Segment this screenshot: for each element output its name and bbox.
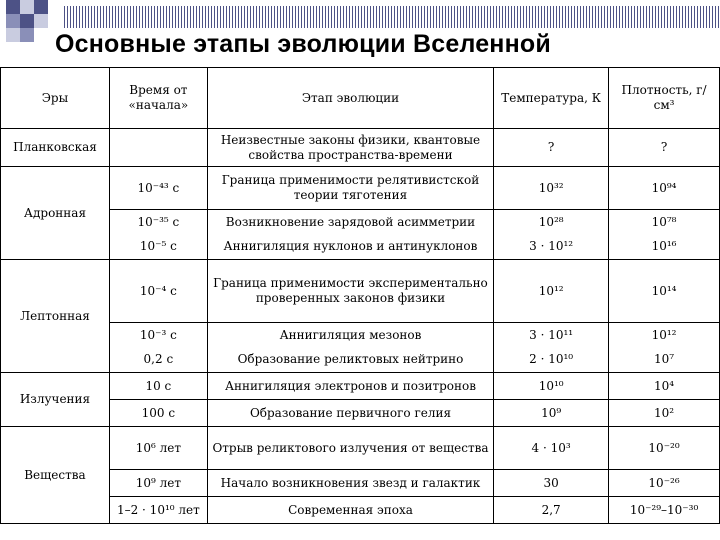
density-cell: 10¹⁶ <box>609 235 720 260</box>
era-cell: Лептонная <box>1 260 110 373</box>
time-cell <box>109 129 207 167</box>
decor-square <box>20 14 34 28</box>
stage-cell: Аннигиляция нуклонов и антинуклонов <box>207 235 493 260</box>
temp-cell: 2 · 10¹⁰ <box>494 348 609 373</box>
density-cell: 10⁻²⁶ <box>609 470 720 497</box>
density-cell: 10⁷⁸ <box>609 210 720 235</box>
decor-square <box>6 28 20 42</box>
time-cell: 10⁹ лет <box>109 470 207 497</box>
temp-cell: 3 · 10¹¹ <box>494 323 609 348</box>
decor-square <box>20 28 34 42</box>
era-cell: Излучения <box>1 373 110 427</box>
temp-cell: 10¹² <box>494 260 609 323</box>
density-cell: ? <box>609 129 720 167</box>
table-row <box>1 373 720 400</box>
density-cell: 10⁻²⁰ <box>609 427 720 470</box>
stage-cell: Отрыв реликтового излучения от вещества <box>207 427 493 470</box>
stage-cell: Возникновение зарядовой асимметрии <box>207 210 493 235</box>
time-cell: 10⁻³ с <box>109 323 207 348</box>
stage-cell: Неизвестные законы физики, квантовые свойства пространства-времени <box>207 129 493 167</box>
temp-cell: 2,7 <box>494 497 609 524</box>
temp-cell: 10¹⁰ <box>494 373 609 400</box>
header-stage: Этап эволюции <box>207 68 493 129</box>
time-cell: 10⁻⁵ с <box>109 235 207 260</box>
density-cell: 10¹² <box>609 323 720 348</box>
stage-cell: Граница применимости релятивистской теории тяготения <box>207 167 493 210</box>
evolution-table <box>0 67 720 524</box>
time-cell: 100 с <box>109 400 207 427</box>
header-temperature: Температура, К <box>494 68 609 129</box>
time-cell: 10 с <box>109 373 207 400</box>
temp-cell: 3 · 10¹² <box>494 235 609 260</box>
decor-square <box>20 0 34 14</box>
era-cell: Планковская <box>1 129 110 167</box>
header-density: Плотность, г/см³ <box>609 68 720 129</box>
decor-square <box>34 0 48 14</box>
decor-square <box>34 14 48 28</box>
density-cell: 10⁹⁴ <box>609 167 720 210</box>
era-cell: Адронная <box>1 167 110 260</box>
density-cell: 10¹⁴ <box>609 260 720 323</box>
time-cell: 10⁻³⁵ с <box>109 210 207 235</box>
decor-stripe <box>64 6 720 28</box>
temp-cell: ? <box>494 129 609 167</box>
stage-cell: Образование первичного гелия <box>207 400 493 427</box>
table-row <box>1 427 720 470</box>
density-cell: 10⁻²⁹–10⁻³⁰ <box>609 497 720 524</box>
density-cell: 10⁷ <box>609 348 720 373</box>
time-cell: 10⁶ лет <box>109 427 207 470</box>
stage-cell: Аннигиляция мезонов <box>207 323 493 348</box>
era-cell: Вещества <box>1 427 110 524</box>
temp-cell: 10⁹ <box>494 400 609 427</box>
time-cell: 10⁻⁴³ с <box>109 167 207 210</box>
table-row <box>1 129 720 167</box>
temp-cell: 10²⁸ <box>494 210 609 235</box>
table-row <box>1 167 720 210</box>
time-cell: 0,2 с <box>109 348 207 373</box>
temp-cell: 30 <box>494 470 609 497</box>
stage-cell: Аннигиляция электронов и позитронов <box>207 373 493 400</box>
time-cell: 1–2 · 10¹⁰ лет <box>109 497 207 524</box>
table-header-row <box>1 68 720 129</box>
stage-cell: Образование реликтовых нейтрино <box>207 348 493 373</box>
header-time: Время от «начала» <box>109 68 207 129</box>
decor-square <box>6 14 20 28</box>
header-era: Эры <box>1 68 110 129</box>
stage-cell: Современная эпоха <box>207 497 493 524</box>
table-row <box>1 260 720 323</box>
decor-square <box>6 0 20 14</box>
density-cell: 10⁴ <box>609 373 720 400</box>
stage-cell: Граница применимости экспериментально проверенных законов физики <box>207 260 493 323</box>
density-cell: 10² <box>609 400 720 427</box>
stage-cell: Начало возникновения звезд и галактик <box>207 470 493 497</box>
temp-cell: 4 · 10³ <box>494 427 609 470</box>
time-cell: 10⁻⁴ с <box>109 260 207 323</box>
page-title: Основные этапы эволюции Вселенной <box>55 30 551 58</box>
temp-cell: 10³² <box>494 167 609 210</box>
